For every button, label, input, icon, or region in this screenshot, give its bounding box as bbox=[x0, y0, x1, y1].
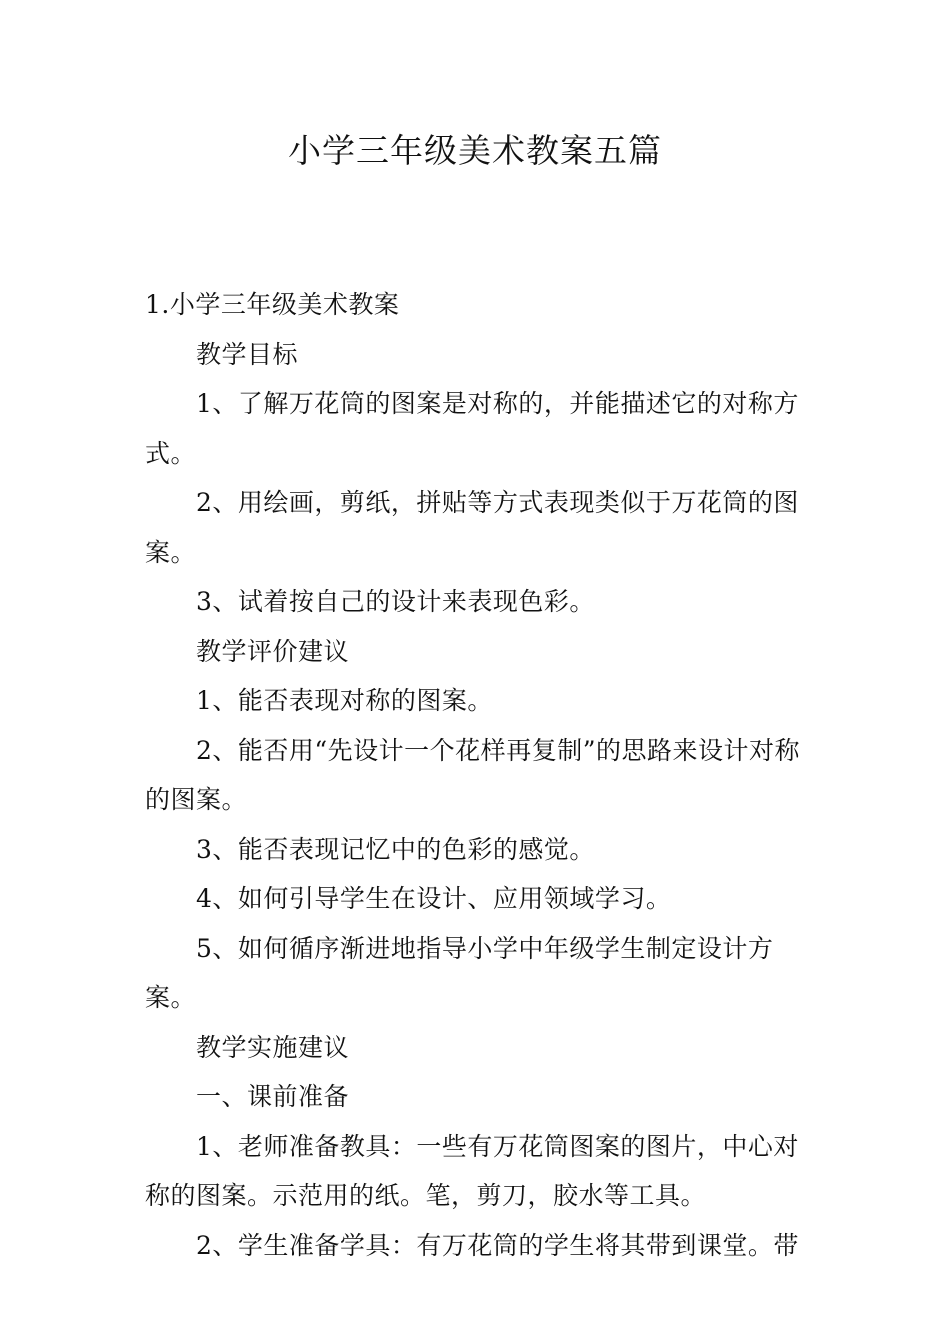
paragraph: 2、用绘画，剪纸，拼贴等方式表现类似于万花筒的图案。 bbox=[145, 488, 799, 567]
paragraph: 教学实施建议 bbox=[196, 1032, 350, 1062]
section-heading: 1.小学三年级美术教案 bbox=[145, 290, 400, 319]
paragraph: 3、试着按自己的设计来表现色彩。 bbox=[196, 587, 595, 616]
paragraph: 2、能否用“先设计一个花样再复制”的思路来设计对称的图案。 bbox=[145, 735, 800, 814]
paragraph: 2、学生准备学具：有万花筒的学生将其带到课堂。带 bbox=[196, 1230, 799, 1260]
paragraph: 3、能否表现记忆中的色彩的感觉。 bbox=[196, 834, 595, 864]
paragraph: 1、能否表现对称的图案。 bbox=[196, 686, 493, 715]
paragraph: 5、如何循序渐进地指导小学中年级学生制定设计方案。 bbox=[145, 933, 774, 1012]
paragraph: 一、课前准备 bbox=[196, 1082, 350, 1111]
paragraph: 教学评价建议 bbox=[196, 636, 350, 666]
paragraph: 1、老师准备教具：一些有万花筒图案的图片，中心对称的图案。示范用的纸。笔，剪刀，胶水等工具。 bbox=[145, 1131, 799, 1210]
document-title: 小学三年级美术教案五篇 bbox=[288, 131, 662, 170]
paragraph: 教学目标 bbox=[196, 339, 299, 369]
paragraph: 1、了解万花筒的图案是对称的，并能描述它的对称方式。 bbox=[145, 389, 799, 468]
document-body bbox=[145, 280, 810, 1270]
paragraph: 4、如何引导学生在设计、应用领域学习。 bbox=[196, 884, 672, 913]
